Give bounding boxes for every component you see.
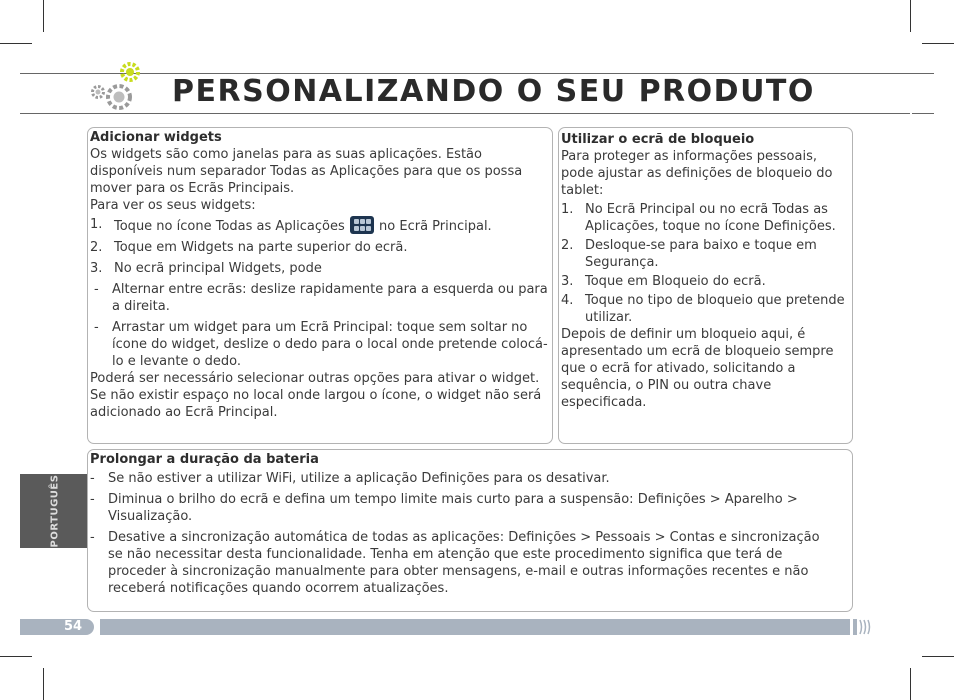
crop-mark — [0, 43, 32, 44]
crop-mark — [910, 0, 911, 32]
bullet-text: Diminua o brilho do ecrã e defina um tempo limite mais curto para a suspensão: Definições > Aparelho > Visualização. — [108, 492, 798, 524]
bullet-text: Arrastar um widget para um Ecrã Principal: toque sem soltar no ícone do widget, deslize o dedo para o local onde pretende colocá-lo e levante o dedo. — [112, 320, 548, 369]
footer-bar — [100, 619, 850, 635]
list-item — [94, 281, 552, 315]
bullet-dash: - — [90, 471, 95, 486]
lead-text: Para ver os seus widgets: — [90, 198, 256, 213]
list-item — [561, 201, 852, 235]
bullet-dash: - — [90, 492, 95, 507]
list-number: 1. — [561, 202, 574, 217]
list-number: 3. — [90, 261, 103, 276]
bullet-dash: - — [94, 320, 99, 335]
crop-mark — [910, 668, 911, 700]
crop-mark — [922, 43, 954, 44]
step-text: no Ecrã Principal. — [379, 219, 492, 234]
list-number: 4. — [561, 293, 574, 308]
list-item — [94, 319, 552, 370]
list-item — [561, 237, 852, 271]
header-rule-stub — [912, 113, 934, 114]
step-text: Toque em Bloqueio do ecrã. — [585, 274, 766, 289]
step-text: Toque em Widgets na parte superior do ecrã. — [114, 240, 408, 255]
section-title: Adicionar widgets — [90, 130, 222, 145]
list-number: 2. — [561, 238, 574, 253]
bullet-text: Desative a sincronização automática de todas as aplicações: Definições > Pessoais > Contas e sincronização se não necessitar desta funcionalidade. Tenha em atenção que este procedimento significa que terá de proceder à sincronização manualmente para obter mensagens, e-mail e outras informações recentes e não receberá notificações quando ocorrem atualizações. — [108, 530, 820, 596]
list-item — [90, 260, 552, 277]
battery-section — [87, 449, 853, 612]
footer-chevrons-icon — [853, 619, 871, 635]
header-rule-bottom — [20, 113, 910, 114]
list-item — [90, 470, 852, 487]
bullet-text: Alternar entre ecrãs: deslize rapidamente para a esquerda ou para a direita. — [112, 282, 548, 314]
lock-screen-section — [558, 127, 853, 444]
page-number: 54 — [64, 619, 83, 634]
outro-text: Depois de definir um bloqueio aqui, é apresentado um ecrã de bloqueio sempre que o ecrã for ativado, solicitando a sequência, o PIN ou outra chave especificada. — [561, 327, 834, 410]
page-number-tab — [20, 619, 94, 635]
step-text: No Ecrã Principal ou no ecrã Todas as Aplicações, toque no ícone Definições. — [585, 202, 836, 234]
list-number: 2. — [90, 240, 103, 255]
list-item — [90, 239, 552, 256]
bullet-dash: - — [90, 530, 95, 545]
intro-text: Para proteger as informações pessoais, pode ajustar as definições de bloqueio do tablet: — [561, 149, 833, 198]
bullet-dash: - — [94, 282, 99, 297]
step-text: No ecrã principal Widgets, pode — [114, 261, 322, 276]
step-text: Desloque-se para baixo e toque em Segurança. — [585, 238, 817, 270]
page-title: PERSONALIZANDO O SEU PRODUTO — [172, 74, 815, 109]
list-item — [90, 491, 852, 525]
widgets-section — [87, 127, 553, 444]
bullet-text: Se não estiver a utilizar WiFi, utilize a aplicação Definições para os desativar. — [108, 471, 610, 486]
crop-mark — [922, 656, 954, 657]
crop-mark — [0, 656, 32, 657]
gears-icon — [86, 58, 148, 116]
list-item — [561, 273, 852, 290]
outro-text: Poderá ser necessário selecionar outras opções para ativar o widget. Se não existir espaço no local onde largou o ícone, o widget não será adicionado ao Ecrã Principal. — [90, 371, 542, 420]
language-label: PORTUGUÊS — [49, 474, 61, 548]
section-title: Prolongar a duração da bateria — [90, 452, 319, 467]
section-title: Utilizar o ecrã de bloqueio — [561, 132, 755, 147]
list-number: 1. — [90, 217, 103, 232]
list-item — [90, 529, 852, 597]
crop-mark — [43, 0, 44, 32]
step-text: Toque no ícone Todas as Aplicações — [114, 219, 345, 234]
apps-grid-icon — [350, 216, 374, 234]
list-number: 3. — [561, 274, 574, 289]
intro-text: Os widgets são como janelas para as suas aplicações. Estão disponíveis num separador Todas as Aplicações para que os possa mover para os Ecrãs Principais. — [90, 147, 523, 196]
step-text: Toque no tipo de bloqueio que pretende utilizar. — [585, 293, 845, 325]
list-item — [90, 216, 552, 235]
list-item — [561, 292, 852, 326]
crop-mark — [43, 668, 44, 700]
